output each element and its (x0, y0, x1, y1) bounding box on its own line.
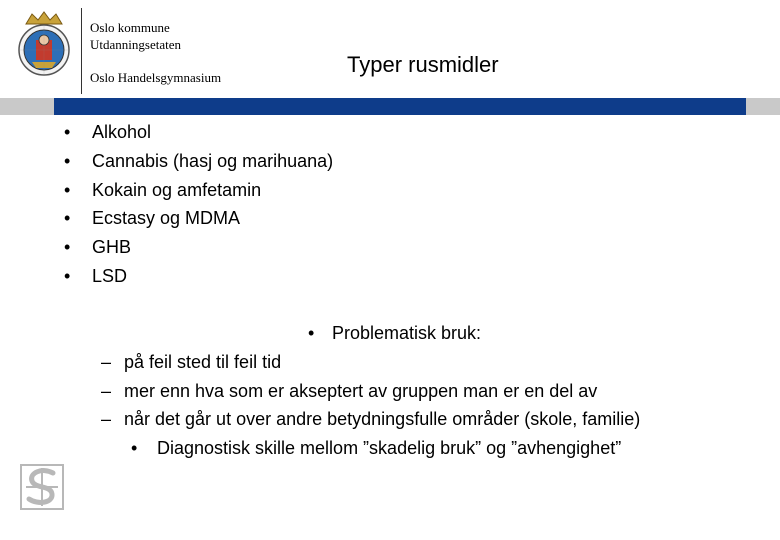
header-band-accent (54, 98, 746, 115)
list-item (60, 204, 333, 233)
org-line-3: Oslo Handelsgymnasium (90, 70, 222, 85)
school-logo-watermark-icon (20, 464, 64, 510)
drug-type-list (60, 118, 333, 291)
header-divider (81, 8, 82, 94)
list-item (60, 176, 333, 205)
bullet-marker: • (308, 323, 315, 343)
list-item (60, 118, 333, 147)
bullet-marker: • (64, 150, 71, 171)
dash-item (101, 380, 597, 402)
org-line-2: Utdanningsetaten (90, 37, 181, 52)
list-item-text: Ecstasy og MDMA (92, 208, 241, 229)
dash-item-text: på feil sted til feil tid (124, 352, 282, 372)
bullet-marker: • (131, 438, 138, 458)
list-item-text: Alkohol (92, 122, 152, 142)
slide-title: Typer rusmidler (347, 52, 499, 77)
dash-item (101, 351, 281, 373)
dash-marker: – (101, 352, 112, 372)
dash-item-text: mer enn hva som er akseptert av gruppen man er en del av (124, 381, 598, 401)
diagnostic-item-text: Diagnostisk skille mellom ”skadelig bruk” og ”avhengighet” (157, 438, 622, 458)
list-item-text: Cannabis (hasj og marihuana) (92, 150, 334, 171)
dash-marker: – (101, 409, 112, 429)
list-item (60, 147, 333, 176)
problematic-heading-text: Problematisk bruk: (332, 323, 482, 343)
list-item-text: Kokain og amfetamin (92, 179, 262, 200)
dash-marker: – (101, 381, 112, 401)
bullet-marker: • (64, 237, 71, 258)
bullet-marker: • (64, 208, 71, 229)
list-item-text: GHB (92, 237, 132, 258)
oslo-coat-of-arms-icon (14, 10, 74, 82)
problematic-heading (308, 322, 481, 344)
bullet-marker: • (64, 265, 71, 286)
bullet-marker: • (64, 179, 71, 200)
list-item (60, 262, 333, 291)
list-item (60, 233, 333, 262)
dash-item-text: når det går ut over andre betydningsfulle områder (skole, familie) (124, 409, 641, 429)
org-line-1: Oslo kommune (90, 20, 170, 35)
list-item-text: LSD (92, 265, 128, 286)
diagnostic-item (131, 437, 621, 459)
dash-item (101, 408, 640, 430)
bullet-marker: • (64, 122, 71, 142)
